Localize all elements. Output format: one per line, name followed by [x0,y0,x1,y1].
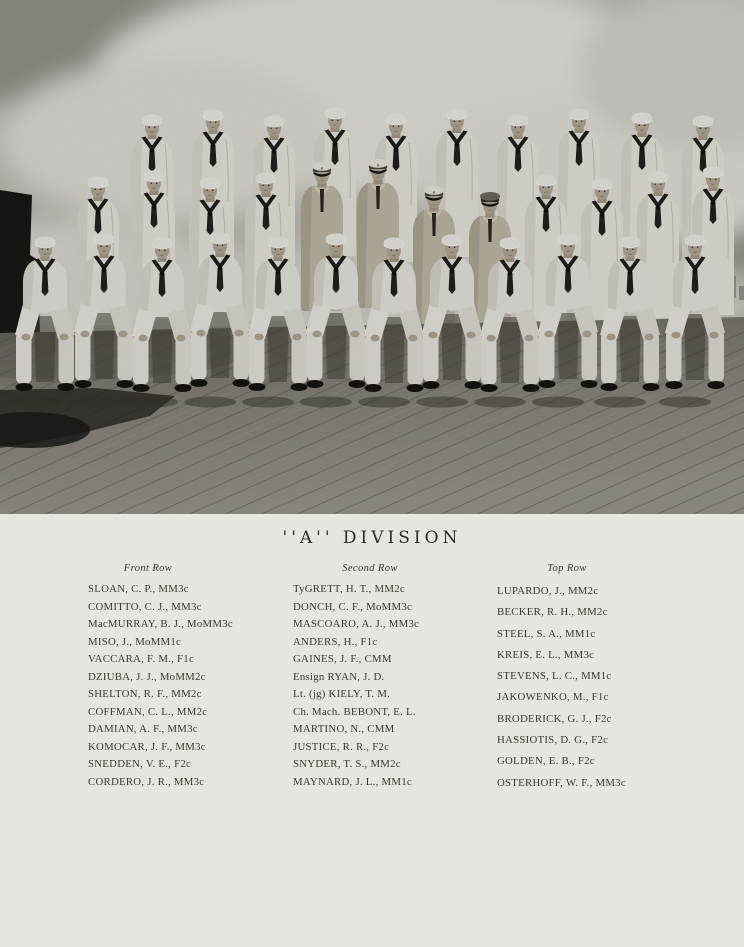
roster-column-header: Front Row [123,563,173,574]
roster-column-front-row [88,562,233,791]
roster-entry: HASSIOTIS, D. G., F2c [497,734,609,747]
roster-entry: BRODERICK, G. J., F2c [497,712,612,725]
roster-entry: KREIS, E. L., MM3c [497,648,595,661]
roster-entry: GOLDEN, E. B., F2c [497,755,595,768]
roster-entry: DAMIAN, A. F., MM3c [88,723,198,735]
roster-entry: GAINES, J. F., CMM [293,653,392,665]
roster-entry: COFFMAN, C. L., MM2c [88,705,208,718]
roster-entry: MASCOARO, A. J., MM3c [293,618,420,630]
roster-entry: Ensign RYAN, J. D. [293,670,385,683]
roster-entry: COMITTO, C. J., MM3c [88,600,202,613]
roster-entry: JUSTICE, R. R., F2c [293,740,390,753]
roster-column-header: Second Row [342,563,398,574]
roster-entry: SNYDER, T. S., MM2c [293,758,401,770]
roster-entry: MARTINO, N., CMM [293,723,395,735]
roster-column-top-row [497,562,637,794]
roster-entry: SHELTON, R. F., MM2c [88,688,202,700]
roster-entry: MAYNARD, J. L., MM1c [293,775,412,788]
roster-entry: SNEDDEN, V. E., F2c [88,758,192,770]
roster-entry: ANDERS, H., F1c [293,635,378,648]
roster-entry: OSTERHOFF, W. F., MM3c [497,776,626,789]
roster-entry: KOMOCAR, J. F., MM3c [88,740,206,753]
roster-entry: VACCARA, F. M., F1c [88,653,194,665]
roster-entry: CORDERO, J. R., MM3c [88,775,205,788]
roster-entry: STEVENS, L. C., MM1c [497,670,612,683]
roster-column-second-row [293,562,447,791]
roster-entry: TyGRETT, H. T., MM2c [293,583,405,595]
roster-entry: BECKER, R. H., MM2c [497,606,608,619]
roster-entry: LUPARDO, J., MM2c [497,585,599,597]
roster-column-header: Top Row [547,563,587,574]
roster-entry: STEEL, S. A., MM1c [497,627,596,640]
roster-entry: MISO, J., MoMM1c [88,635,182,648]
page-title: ''A'' DIVISION [282,528,462,548]
roster-entry: MacMURRAY, B. J., MoMM3c [88,618,233,630]
roster-entry: Ch. Mach. BEBONT, E. L. [293,705,416,718]
roster-entry: SLOAN, C. P., MM3c [88,583,189,595]
roster-entry: Lt. (jg) KIELY, T. M. [293,688,391,700]
roster-entry: JAKOWENKO, M., F1c [497,691,609,704]
roster-entry: DONCH, C. F., MoMM3c [293,600,413,613]
roster-entry: DZIUBA, J. J., MoMM2c [88,670,206,683]
